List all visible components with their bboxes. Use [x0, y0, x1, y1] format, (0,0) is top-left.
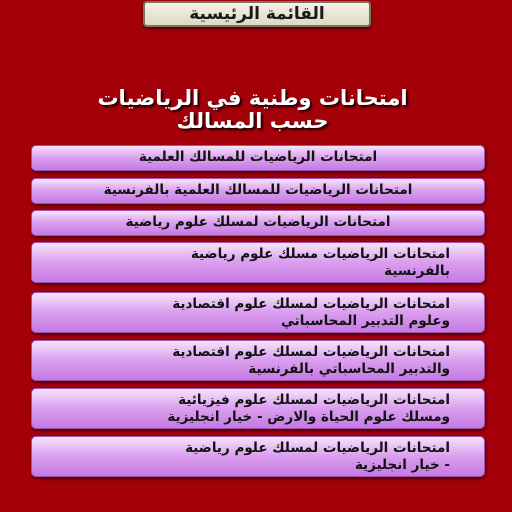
menu-item-label-line-1: امتحانات الرياضيات لمسلك علوم اقتصادية — [172, 296, 450, 312]
menu-item-label-line-1: امتحانات الرياضيات لمسلك علوم رياضية — [185, 440, 450, 456]
menu-item-label-line-2: والتدبير المحاسباتي بالفرنسية — [248, 361, 450, 377]
menu-item-scientific-tracks-french[interactable] — [31, 178, 485, 204]
menu-item-economics-accounting[interactable] — [31, 292, 485, 333]
menu-item-label-line-2: ومسلك علوم الحياة والارض - خيار انجليزية — [167, 409, 450, 425]
menu-item-scientific-tracks[interactable] — [31, 145, 485, 171]
page-title — [40, 87, 465, 133]
menu-item-label: امتحانات الرياضيات للمسالك العلمية بالفرنسية — [103, 182, 413, 198]
menu-item-math-sciences-french[interactable] — [31, 242, 485, 283]
main-menu-button[interactable]: القائمة الرئيسية — [143, 1, 371, 27]
page-title-line-1: امتحانات وطنية في الرياضيات — [97, 86, 408, 110]
menu-item-economics-accounting-french[interactable] — [31, 340, 485, 381]
menu-item-label-line-1: امتحانات الرياضيات لمسلك علوم فيزيائية — [178, 392, 450, 408]
menu-item-label-line-2: وعلوم التدبير المحاسباتي — [281, 313, 450, 329]
page-title-line-2: حسب المسالك — [176, 109, 329, 133]
menu-item-label-line-1: امتحانات الرياضيات لمسلك علوم اقتصادية — [172, 344, 450, 360]
menu-item-label: امتحانات الرياضيات لمسلك علوم رياضية — [125, 214, 391, 230]
menu-item-label: امتحانات الرياضيات للمسالك العلمية — [138, 149, 378, 165]
menu-item-label-line-2: بالفرنسية — [384, 263, 450, 279]
menu-item-label-line-2: - خيار انجليزية — [354, 457, 450, 473]
menu-item-physics-life-sciences-english[interactable] — [31, 388, 485, 429]
menu-item-label-line-1: امتحانات الرياضيات مسلك علوم رياضية — [190, 246, 450, 262]
menu-item-math-sciences[interactable] — [31, 210, 485, 236]
menu-item-math-sciences-english[interactable] — [31, 436, 485, 477]
